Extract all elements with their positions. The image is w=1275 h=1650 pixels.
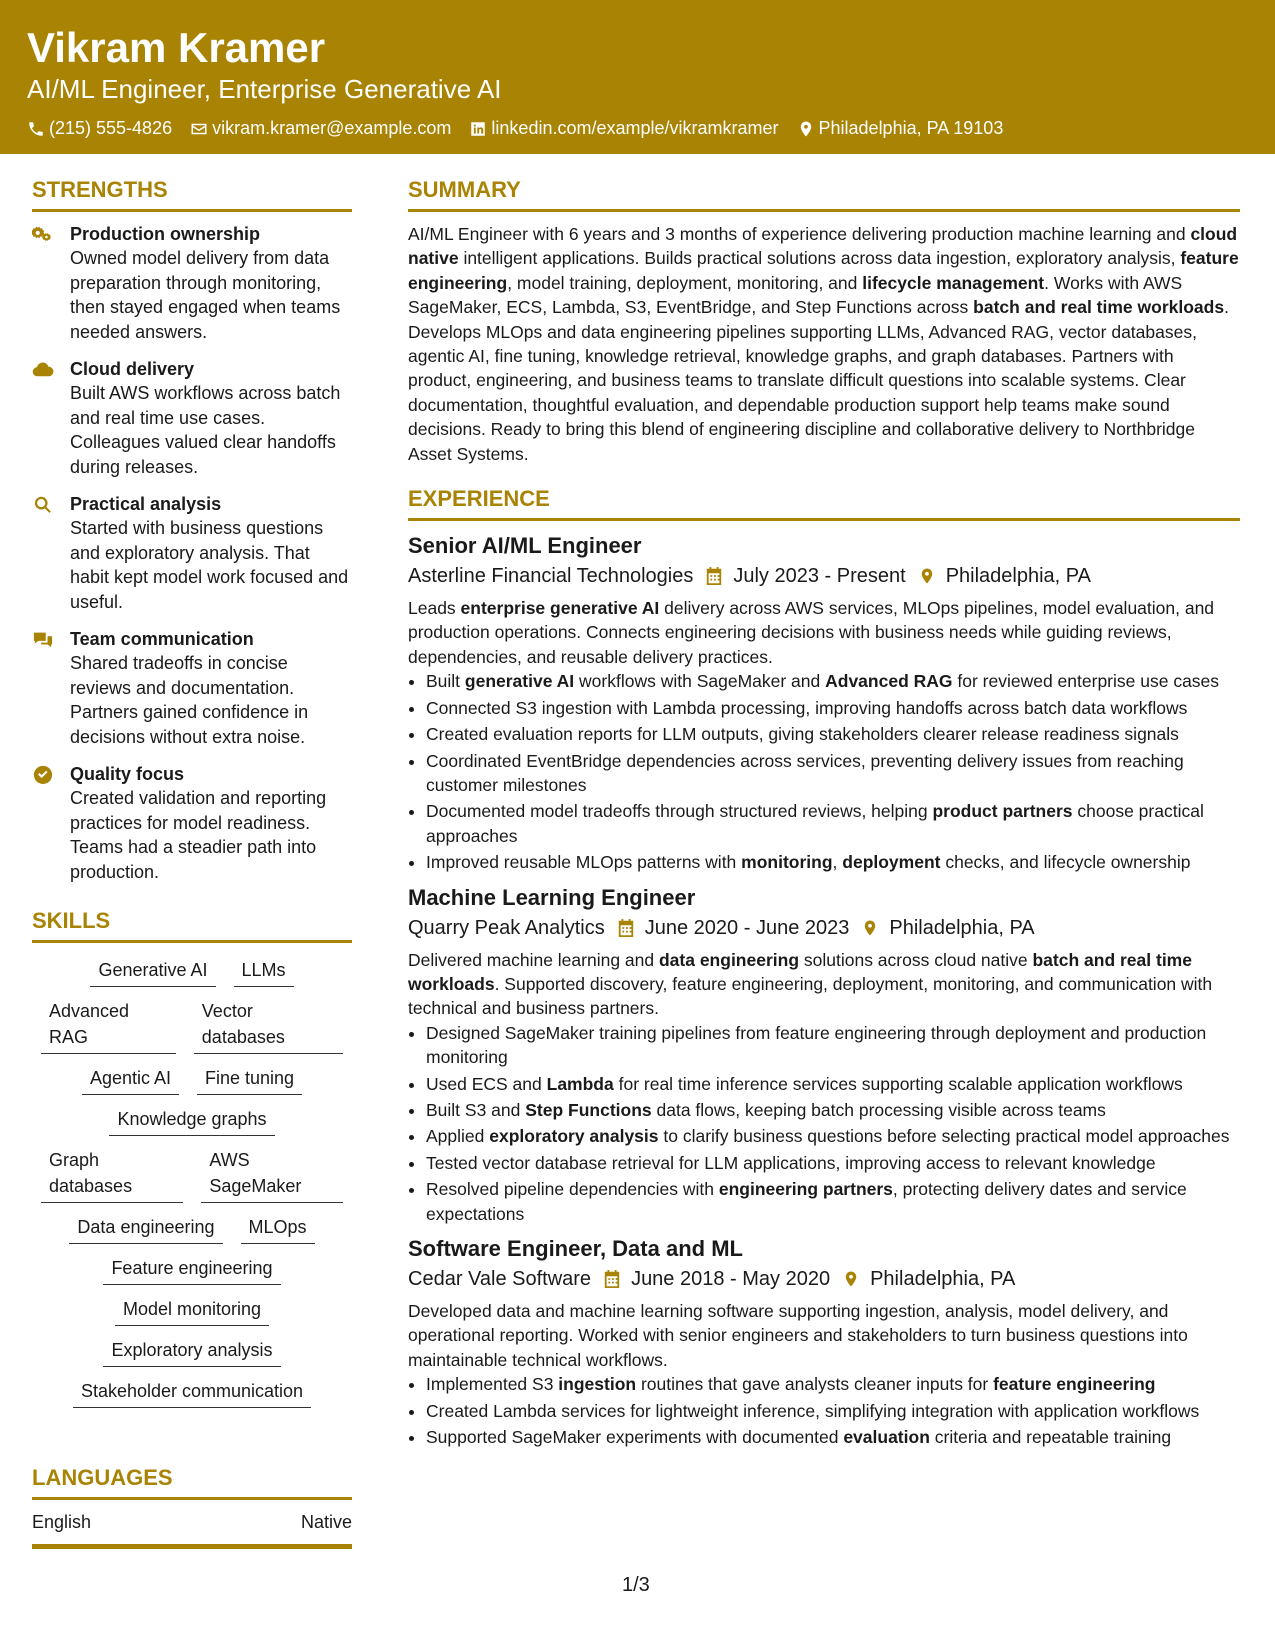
skill-row [32, 1378, 352, 1408]
skill-tag: Model monitoring [115, 1296, 269, 1326]
job-bullet [426, 1021, 1240, 1070]
map-pin-icon [797, 120, 815, 138]
bold-text: batch and real time workloads [408, 949, 1192, 994]
comments-icon [32, 629, 54, 649]
skill-tag: Fine tuning [197, 1065, 302, 1095]
search-icon [32, 494, 54, 514]
bold-text: engineering partners [718, 1179, 893, 1200]
bold-text: feature engineering [993, 1374, 1156, 1395]
gears-icon [32, 224, 54, 244]
left-column [32, 175, 352, 1549]
job-location: Philadelphia, PA [889, 916, 1035, 939]
text-run: Resolved pipeline dependencies with [426, 1179, 719, 1200]
languages-heading: LANGUAGES [32, 1463, 352, 1500]
job-bullet [426, 1124, 1240, 1148]
skill-tag: LLMs [234, 957, 294, 987]
job-description [408, 948, 1240, 1021]
skill-tag: Data engineering [69, 1214, 222, 1244]
linkedin-icon [469, 120, 487, 138]
text-run: Built [426, 671, 465, 692]
strength-body [70, 492, 352, 614]
contact-location [797, 118, 1004, 139]
text-run: choose practical approaches [426, 801, 1204, 846]
contact-linkedin[interactable] [469, 118, 778, 139]
calendar-icon [617, 918, 635, 938]
strength-title: Cloud delivery [70, 359, 195, 379]
strength-item [32, 222, 352, 344]
linkedin-text: linkedin.com/example/vikramkramer [491, 118, 779, 138]
text-run: workflows with SageMaker and [574, 671, 826, 692]
skill-tag: AWS SageMaker [201, 1147, 343, 1203]
job-title: Software Engineer, Data and ML [408, 1236, 743, 1261]
job-company: Asterline Financial Technologies [408, 565, 694, 588]
strength-description: Started with business questions and exploratory analysis. That habit kept model work focused and useful. [70, 518, 349, 612]
job-bullet [426, 1072, 1240, 1096]
bold-text: Step Functions [525, 1099, 652, 1120]
skill-tag: Graph databases [41, 1147, 183, 1203]
skill-tag: Exploratory analysis [103, 1337, 280, 1367]
strength-body [70, 762, 352, 884]
bold-text: generative AI [464, 671, 575, 692]
text-run: for real time inference services supporting scalable application workflows [613, 1073, 1183, 1094]
calendar-icon [705, 566, 723, 586]
job-entry [408, 883, 1240, 1226]
job-bullet [426, 749, 1240, 798]
strength-icon-wrap [32, 357, 70, 479]
text-run: checks, and lifecycle ownership [940, 852, 1191, 873]
text-run: Created evaluation reports for LLM outputs, giving stakeholders clearer release readiness signals [426, 724, 1179, 745]
bold-text: evaluation [843, 1427, 930, 1448]
phone-text: (215) 555-4826 [49, 118, 173, 138]
skill-row [32, 957, 352, 987]
job-bullet [426, 696, 1240, 720]
job-company: Quarry Peak Analytics [408, 916, 605, 939]
skill-row [32, 1296, 352, 1326]
language-level: Native [300, 1512, 352, 1532]
text-run: intelligent applications. Builds practical solutions across data ingestion, exploratory analysis, [458, 248, 1181, 269]
envelope-icon [190, 120, 208, 138]
job-company: Cedar Vale Software [408, 1268, 592, 1290]
job-dates: July 2023 - Present [733, 565, 906, 588]
bold-text: product partners [932, 801, 1073, 822]
text-run: , [832, 852, 843, 873]
text-run: to clarify business questions before selecting practical model approaches [658, 1126, 1230, 1147]
text-run: Documented model tradeoffs through structured reviews, helping [426, 801, 933, 822]
bold-text: batch and real time workloads [973, 297, 1225, 318]
text-run: solutions across cloud native [799, 949, 1033, 970]
job-bullet [426, 1399, 1240, 1423]
languages-list [32, 1510, 352, 1549]
skill-row [32, 1065, 352, 1095]
candidate-title: AI/ML Engineer, Enterprise Generative AI [27, 74, 502, 104]
strength-title: Quality focus [70, 764, 185, 784]
job-meta [408, 561, 1240, 591]
strength-item [32, 357, 352, 479]
language-row [32, 1510, 352, 1549]
experience-list [408, 531, 1240, 1449]
contact-bar [27, 118, 1248, 139]
strength-description: Shared tradeoffs in concise reviews and documentation. Partners gained confidence in decisions without extra noise. [70, 653, 309, 747]
text-run: Tested vector database retrieval for LLM applications, improving access to relevant knowledge [426, 1152, 1156, 1173]
skill-tag: Knowledge graphs [109, 1106, 274, 1136]
skill-tag: Stakeholder communication [73, 1378, 311, 1408]
job-bullet [426, 1425, 1240, 1449]
skill-row [32, 1255, 352, 1285]
phone-icon [27, 120, 45, 138]
job-location: Philadelphia, PA [870, 1268, 1016, 1290]
strength-title: Production ownership [70, 224, 261, 244]
bold-text: enterprise generative AI [460, 598, 660, 619]
cloud-icon [32, 359, 54, 379]
text-run: Improved reusable MLOps patterns with [426, 852, 742, 873]
map-pin-icon [842, 1269, 860, 1289]
skill-row [32, 1337, 352, 1367]
job-bullets [408, 1372, 1240, 1449]
text-run: Implemented S3 [426, 1374, 559, 1395]
right-column [408, 175, 1240, 1457]
text-run: for reviewed enterprise use cases [952, 671, 1220, 692]
skill-tag: Vector databases [194, 998, 343, 1054]
strength-description: Built AWS workflows across batch and real time use cases. Colleagues valued clear handoffs during releases. [70, 383, 341, 477]
job-bullet [426, 850, 1240, 874]
text-run: , protecting delivery dates and service expectations [426, 1179, 1187, 1224]
skill-tag: Feature engineering [103, 1255, 280, 1285]
strength-icon-wrap [32, 222, 70, 344]
text-run: delivery across AWS services, MLOps pipelines, model evaluation, and production operations. Connects engineering decisions with business needs while guiding reviews, dependencies, and reusable delivery practices. [408, 598, 1215, 667]
candidate-name: Vikram Kramer [27, 24, 326, 71]
text-run: Designed SageMaker training pipelines from feature engineering through deployment and production monitoring [426, 1022, 1207, 1068]
text-run: . Works with AWS SageMaker, ECS, Lambda, S3, EventBridge, and Step Functions across [408, 272, 1183, 318]
job-bullet [426, 722, 1240, 746]
bold-text: lifecycle management [862, 272, 1045, 293]
job-bullet [426, 799, 1240, 848]
strengths-heading: STRENGTHS [32, 175, 352, 212]
skills-heading: SKILLS [32, 906, 352, 943]
job-bullet [426, 1098, 1240, 1122]
contact-email[interactable] [190, 118, 451, 139]
job-dates: June 2018 - May 2020 [631, 1268, 831, 1290]
text-run: . Develops MLOps and data engineering pipelines supporting LLMs, Advanced RAG, vector databases, agentic AI, fine tuning, knowledge retrieval, knowledge graphs, and graph databases. Partners with product, engineering, and business teams to translate difficult questions into scalable systems. Clear documentation, thoughtful evaluation, and dependable production support help teams make sound decisions. Ready to bring this blend of engineering discipline and collaborative delivery to Northbridge Asset Systems. [408, 297, 1229, 464]
job-meta [408, 1264, 1240, 1294]
bold-text: Lambda [546, 1073, 614, 1094]
strength-title: Practical analysis [70, 494, 222, 514]
strength-item [32, 492, 352, 614]
skill-row [32, 998, 352, 1054]
location-text: Philadelphia, PA 19103 [818, 118, 1004, 138]
job-bullet [426, 1177, 1240, 1226]
job-dates: June 2020 - June 2023 [644, 916, 850, 939]
skill-tag: MLOps [241, 1214, 315, 1244]
calendar-icon [603, 1269, 621, 1289]
strength-item [32, 762, 352, 884]
check-circle-icon [32, 764, 54, 784]
strength-body [70, 627, 352, 749]
text-run: criteria and repeatable training [929, 1427, 1172, 1448]
job-bullets [408, 669, 1240, 874]
page-number: 1/3 [622, 1574, 650, 1596]
job-entry [408, 531, 1240, 874]
strengths-list [32, 222, 352, 884]
text-run: data flows, keeping batch processing visible across teams [651, 1099, 1106, 1120]
bold-text: data engineering [658, 949, 800, 970]
strength-body [70, 222, 352, 344]
email-text: vikram.kramer@example.com [212, 118, 452, 138]
summary-heading: SUMMARY [408, 175, 1240, 212]
skill-row [32, 1106, 352, 1136]
text-run: Delivered machine learning and [408, 949, 659, 970]
skill-tag: Generative AI [90, 957, 215, 987]
text-run: Coordinated EventBridge dependencies across services, preventing delivery issues from reaching customer milestones [426, 750, 1184, 795]
bold-text: cloud native [408, 224, 1238, 269]
job-bullet [426, 1151, 1240, 1175]
job-bullet [426, 669, 1240, 693]
strength-item [32, 627, 352, 749]
strength-title: Team communication [70, 629, 254, 649]
strength-icon-wrap [32, 762, 70, 884]
bold-text: exploratory analysis [489, 1126, 659, 1147]
text-run: . Supported discovery, feature engineering, deployment, monitoring, and communication with technical and business partners. [408, 973, 1213, 1019]
bold-text: Advanced RAG [825, 671, 953, 692]
skill-tag: Agentic AI [82, 1065, 179, 1095]
text-run: AI/ML Engineer with 6 years and 3 months of experience delivering production machine learning and [408, 224, 1191, 244]
text-run: Connected S3 ingestion with Lambda processing, improving handoffs across batch data workflows [426, 697, 1188, 718]
strength-icon-wrap [32, 627, 70, 749]
bold-text: ingestion [558, 1374, 637, 1395]
strength-body [70, 357, 352, 479]
text-run: , model training, deployment, monitoring, and [507, 272, 863, 293]
language-name: English [32, 1512, 92, 1532]
job-bullets [408, 1021, 1240, 1226]
text-run: routines that gave analysts cleaner inputs for [636, 1374, 994, 1395]
bold-text: monitoring [741, 852, 833, 873]
summary-text [408, 222, 1240, 466]
bold-text: deployment [842, 852, 941, 873]
text-run: Built S3 and [426, 1099, 526, 1120]
text-run: Supported SageMaker experiments with documented [426, 1427, 844, 1448]
text-run: Created Lambda services for lightweight inference, simplifying integration with application workflows [426, 1400, 1200, 1421]
job-title: Senior AI/ML Engineer [408, 533, 642, 559]
skill-tag: Advanced RAG [41, 998, 176, 1054]
strength-description: Created validation and reporting practices for model readiness. Teams had a steadier path into production. [70, 788, 327, 882]
skills-list [32, 953, 352, 1425]
job-bullet [426, 1372, 1240, 1396]
strength-description: Owned model delivery from data preparation through monitoring, then stayed engaged when teams needed answers. [70, 248, 341, 342]
text-run: Applied [426, 1126, 490, 1147]
job-description [408, 596, 1240, 669]
experience-heading: EXPERIENCE [408, 484, 1240, 521]
skill-row [32, 1147, 352, 1203]
map-pin-icon [861, 918, 879, 938]
contact-phone[interactable] [27, 118, 172, 139]
job-meta [408, 913, 1240, 943]
text-run: Used ECS and [426, 1073, 547, 1094]
job-description [408, 1299, 1240, 1372]
job-location: Philadelphia, PA [945, 565, 1091, 588]
job-title: Machine Learning Engineer [408, 884, 696, 910]
strength-icon-wrap [32, 492, 70, 614]
text-run: Developed data and machine learning software supporting ingestion, analysis, model delivery, and operational reporting. Worked with senior engineers and stakeholders to turn business questions into maintainable technical workflows. [408, 1301, 1188, 1370]
resume-header [0, 0, 1275, 154]
text-run: Leads [408, 598, 461, 619]
bold-text: feature engineering [408, 248, 1239, 293]
skill-row [32, 1214, 352, 1244]
map-pin-icon [918, 566, 936, 586]
job-entry [408, 1234, 1240, 1449]
